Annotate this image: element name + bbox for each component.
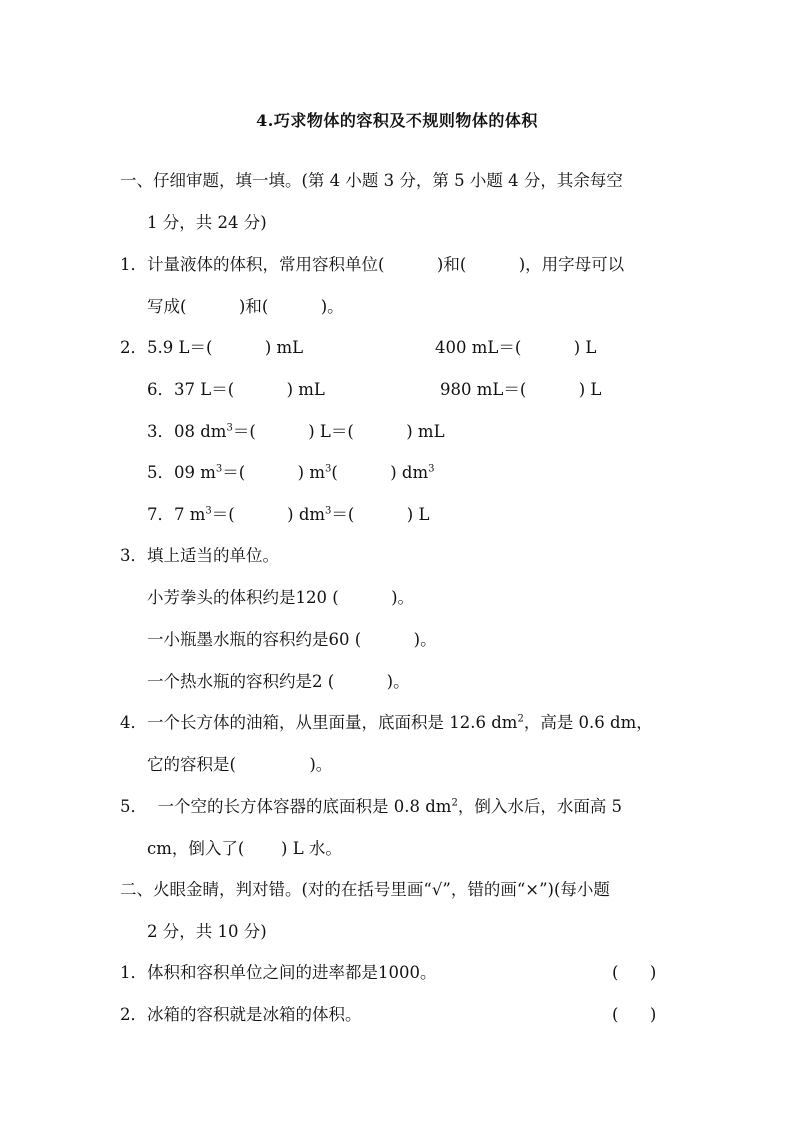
sup-3: 3 [428, 463, 435, 475]
q4-line1 [120, 712, 653, 734]
q5-line2: cm，倒入了( ) L 水。 [147, 839, 342, 858]
q1-line1: 1．计量液体的体积，常用容积单位( )和( )，用字母可以 [120, 255, 625, 274]
q2-row4 [147, 462, 435, 484]
q3-line1: 3．填上适当的单位。 [120, 546, 279, 565]
q2-row2-left: 6．37 L＝( ) mL [147, 380, 325, 399]
tf-q1: 1．体积和容积单位之间的进率都是1000。 [120, 963, 437, 982]
q2-row4-c: ( ) dm [331, 463, 429, 482]
q4-line2: 它的容积是( )。 [147, 755, 333, 774]
q3-line3: 一小瓶墨水瓶的容积约是60 ( )。 [147, 630, 437, 649]
q2-row5-b: ＝( ) dm [211, 505, 326, 524]
section2-heading-line1: 二、火眼金睛，判对错。(对的在括号里画“√”，错的画“×”)(每小题 [120, 880, 610, 899]
tf-q1-answer-blank[interactable]: ( ) [612, 963, 657, 982]
sup-3: 3 [215, 463, 223, 475]
q4-line1-a: 4．一个长方体的油箱，从里面量，底面积是 12.6 dm [120, 713, 518, 732]
q5-line1-b: ，倒入水后，水面高 5 [457, 797, 623, 816]
sup-3: 3 [226, 422, 233, 434]
q2-row3 [147, 421, 445, 443]
tf-q2-answer-blank[interactable]: ( ) [612, 1005, 657, 1024]
q2-row5 [147, 504, 429, 526]
q2-row3-b: ＝( ) L＝( ) mL [232, 422, 445, 441]
q3-line2: 小芳拳头的体积约是120 ( )。 [147, 588, 415, 607]
q2-row4-a: 5．09 m [147, 463, 216, 482]
q5-line1 [120, 796, 622, 818]
q2-row5-a: 7．7 m [147, 505, 206, 524]
q2-row5-c: ＝( ) L [331, 505, 430, 524]
q2-row3-a: 3．08 dm [147, 422, 227, 441]
q1-line2: 写成( )和( )。 [147, 297, 344, 316]
sup-3: 3 [324, 463, 332, 475]
q4-line1-b: ，高是 0.6 dm， [523, 713, 653, 732]
q3-line4: 一个热水瓶的容积约是2 ( )。 [147, 672, 410, 691]
section1-heading-line2: 1 分，共 24 分) [147, 213, 267, 232]
q2-row1-left: 2．5.9 L＝( ) mL [120, 338, 304, 357]
q2-row4-b: ＝( ) m [222, 463, 325, 482]
section1-heading-line1: 一、仔细审题，填一填。(第 4 小题 3 分，第 5 小题 4 分，其余每空 [120, 171, 623, 190]
q2-row2-right: 980 mL＝( ) L [440, 380, 602, 399]
sup-3: 3 [205, 505, 212, 517]
tf-q2: 2．冰箱的容积就是冰箱的体积。 [120, 1005, 362, 1024]
section2-heading-line2: 2 分，共 10 分) [147, 922, 267, 941]
sup-3: 3 [325, 505, 332, 517]
sup-2: 2 [451, 797, 458, 809]
q5-line1-a: 5． 一个空的长方体容器的底面积是 0.8 dm [120, 797, 452, 816]
q2-row1-right: 400 mL＝( ) L [435, 338, 597, 357]
sup-2: 2 [517, 713, 524, 725]
page-title: 4.巧求物体的容积及不规则物体的体积 [256, 111, 538, 130]
